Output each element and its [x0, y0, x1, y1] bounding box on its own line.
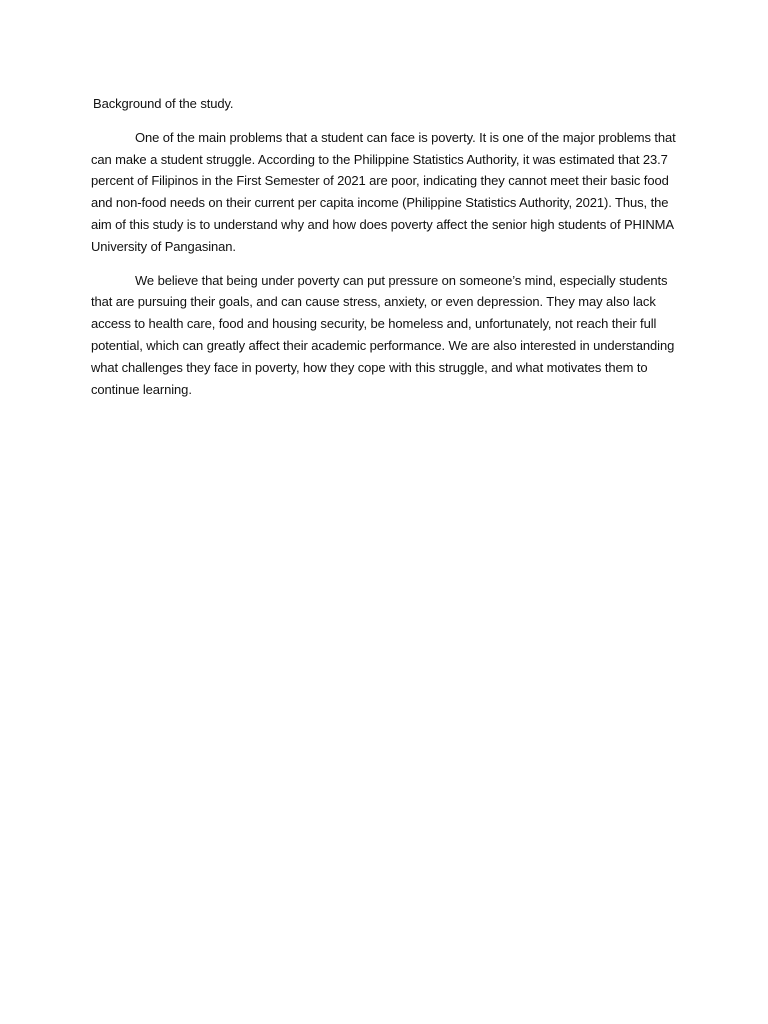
paragraph-1: One of the main problems that a student can face is poverty. It is one of the major problems that can make a student struggle. According to the Philippine Statistics Authority, it was estimated that 23.7 percent of Filipinos in the First Semester of 2021 are poor, indicating they cannot meet their basic food and non-food needs on their current per capita income (Philippine Statistics Authority, 2021). Thus, the aim of this study is to understand why and how does poverty affect the senior high students of PHINMA University of Pangasinan. — [91, 129, 676, 254]
section-heading: Background of the study. — [93, 96, 234, 111]
document-body — [91, 93, 683, 412]
paragraph-2: We believe that being under poverty can put pressure on someone’s mind, especially students that are pursuing their goals, and can cause stress, anxiety, or even depression. They may also lack access to health care, food and housing security, be homeless and, unfortunately, not reach their full potential, which can greatly affect their academic performance. We are also interested in understanding what challenges they face in poverty, how they cope with this struggle, and what motivates them to continue learning. — [91, 272, 675, 397]
